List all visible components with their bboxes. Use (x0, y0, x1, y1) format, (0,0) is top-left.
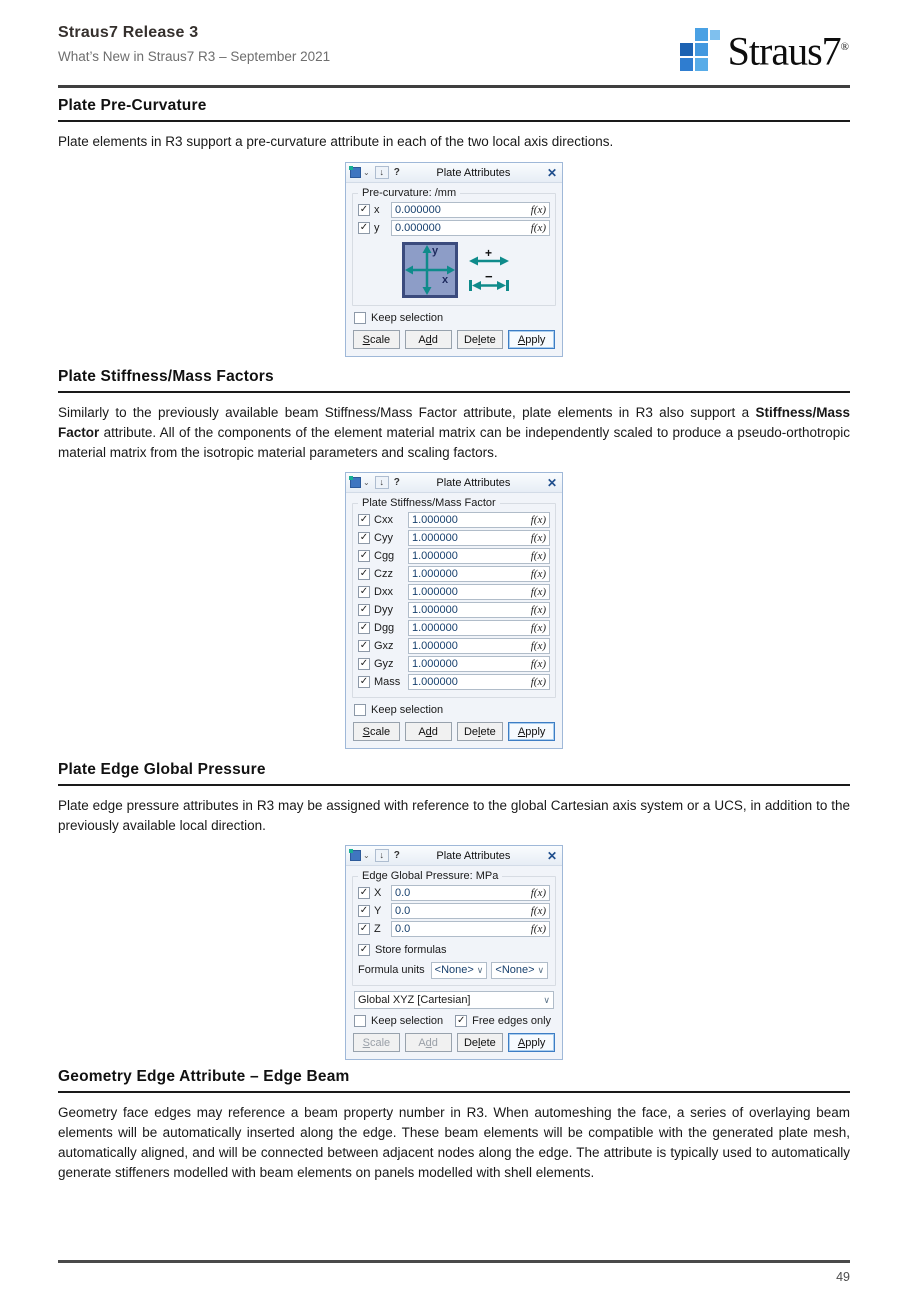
registered-mark: ® (840, 41, 848, 53)
formula-units-select-1[interactable] (431, 962, 488, 979)
dyy-formula-button[interactable]: f(x) (530, 604, 546, 616)
edge-pressure-groupbox (352, 870, 556, 986)
precurvature-groupbox (352, 187, 556, 306)
cxx-label: Cxx (374, 514, 393, 526)
x-checkbox[interactable]: ✓ (359, 204, 369, 215)
dyy-value[interactable]: 1.000000 (412, 604, 458, 616)
cxx-value-field[interactable] (408, 512, 550, 528)
attribute-type-dropdown-icon[interactable]: ⌄ (363, 167, 370, 177)
z-checkbox[interactable]: ✓ (359, 923, 369, 934)
czz-value[interactable]: 1.000000 (412, 568, 458, 580)
dialog-buttons (346, 327, 562, 356)
y-checkbox[interactable]: ✓ (359, 222, 369, 233)
button-label-part: d (431, 333, 438, 346)
selected-axis-system: Global XYZ [Cartesian] (358, 994, 471, 1006)
button-label-part: ete (480, 333, 496, 346)
section-paragraph: Plate elements in R3 support a pre-curvature attribute in each of the two local axis directions. (58, 134, 614, 149)
dialog-titlebar[interactable] (346, 846, 562, 866)
document-subtitle: What’s New in Straus7 R3 – September 2021 (58, 49, 331, 64)
dialog-title: Plate Attributes (436, 476, 511, 489)
z-value[interactable]: 0.0 (395, 923, 411, 935)
apply-button[interactable] (508, 1033, 555, 1052)
gxz-value[interactable]: 1.000000 (412, 640, 458, 652)
button-label-part: cale (369, 333, 391, 346)
svg-text:y: y (432, 245, 439, 257)
logo-wordmark (728, 24, 848, 74)
button-mnemonic: d (425, 1036, 432, 1049)
button-mnemonic: S (362, 725, 370, 738)
dialog-title: Plate Attributes (436, 166, 511, 179)
free-edges-only-label: Free edges only (472, 1014, 552, 1027)
button-label-part: cale (369, 725, 391, 738)
mass-value-field[interactable] (408, 674, 550, 690)
x-value[interactable]: 0.000000 (395, 204, 441, 216)
axis-system-select[interactable] (354, 991, 554, 1009)
precurvature-diagram (402, 242, 550, 298)
x-label: x (374, 204, 380, 216)
keep-selection-checkbox[interactable] (354, 312, 366, 324)
gyz-label: Gyz (374, 658, 394, 670)
button-label-part: cale (369, 1036, 391, 1049)
keep-selection-label: Keep selection (371, 1014, 444, 1027)
factor-row-gyz (358, 656, 550, 672)
cyy-checkbox[interactable]: ✓ (359, 532, 369, 543)
chevron-down-icon: ∨ (543, 994, 550, 1005)
dyy-value-field[interactable] (408, 602, 550, 618)
y-label: Y (374, 905, 382, 917)
svg-text:x: x (442, 274, 449, 286)
button-label-part: De (463, 1036, 479, 1049)
y-value[interactable]: 0.000000 (395, 222, 441, 234)
factor-row-mass (358, 674, 550, 690)
section-paragraph: Geometry face edges may reference a beam property number in R3. When automeshing the face, a series of overlaying beam elements will be automatically inserted along the edge. These beam elements will be compatible with the generated plate mesh, automatically aligned, and will be connected between adjacent nodes along the edge. The attribute is typically used to automatically generate stiffeners modelled with beam elements on panels modelled with shell elements. (58, 1105, 850, 1180)
formula-units-label: Formula units (358, 964, 425, 976)
store-formulas-label: Store formulas (375, 944, 447, 956)
cyy-label: Cyy (374, 532, 393, 544)
svg-text:+: + (485, 248, 493, 260)
free-edges-option (455, 1015, 551, 1027)
x-checkbox[interactable]: ✓ (359, 887, 369, 898)
page-number: 49 (836, 1270, 850, 1284)
groupbox-label: Pre-curvature: /mm (358, 187, 460, 199)
dyy-label: Dyy (374, 604, 393, 616)
logo-square (710, 30, 720, 40)
dxx-checkbox[interactable]: ✓ (359, 586, 369, 597)
dock-dialog-icon[interactable]: ↓ (375, 166, 389, 179)
factor-row-dyy (358, 602, 550, 618)
cgg-checkbox[interactable]: ✓ (359, 550, 369, 561)
formula-units-row (358, 961, 550, 979)
options-row (354, 1013, 554, 1028)
free-edges-only-checkbox[interactable]: ✓ (456, 1014, 466, 1026)
document-title: Straus7 Release 3 (58, 24, 199, 41)
czz-value-field[interactable] (408, 566, 550, 582)
cgg-value[interactable]: 1.000000 (412, 550, 458, 562)
factor-row-dxx (358, 584, 550, 600)
cxx-value[interactable]: 1.000000 (412, 514, 458, 526)
cxx-checkbox[interactable]: ✓ (359, 514, 369, 525)
dialog-titlebar[interactable] (346, 163, 562, 183)
button-label-part: ete (480, 1036, 496, 1049)
button-label-part: d (431, 1036, 438, 1049)
gyz-formula-button[interactable]: f(x) (530, 658, 546, 670)
dgg-formula-button[interactable]: f(x) (530, 622, 546, 634)
straus7-logo (679, 24, 848, 74)
button-mnemonic: S (362, 1036, 370, 1049)
svg-text:−: − (485, 274, 493, 284)
straus7-logo-squares-icon (679, 28, 725, 74)
groupbox-label: Plate Stiffness/Mass Factor (358, 497, 500, 509)
dock-dialog-icon[interactable]: ↓ (375, 849, 389, 862)
plate-attributes-dialog-edge-pressure (345, 845, 563, 1060)
keep-selection-label: Keep selection (371, 703, 444, 716)
attribute-type-dropdown-icon[interactable]: ⌄ (363, 477, 370, 487)
keep-selection-checkbox[interactable] (354, 704, 366, 716)
factor-row-dgg (358, 620, 550, 636)
button-mnemonic: S (362, 333, 370, 346)
delete-button[interactable] (457, 722, 504, 741)
section-heading-plate-pre-curvature: Plate Pre-Curvature (58, 97, 850, 122)
footer-divider (58, 1260, 850, 1263)
dgg-value[interactable]: 1.000000 (412, 622, 458, 634)
section-paragraph: Plate edge pressure attributes in R3 may be assigned with reference to the global Cartesian axis system or a UCS, in addition to the previously available local direction. (58, 798, 850, 833)
button-label-part: A (418, 725, 426, 738)
logo-square (695, 43, 708, 56)
header-divider (58, 85, 850, 88)
y-value-field[interactable] (391, 220, 550, 236)
z-label: Z (374, 923, 381, 935)
apply-button[interactable] (508, 330, 555, 349)
section-heading-geometry-edge-attribute: Geometry Edge Attribute – Edge Beam (58, 1068, 850, 1093)
dgg-value-field[interactable] (408, 620, 550, 636)
close-icon[interactable]: ✕ (546, 165, 557, 180)
keep-selection-checkbox[interactable] (354, 1015, 366, 1027)
z-formula-button[interactable]: f(x) (530, 923, 546, 935)
button-mnemonic: l (478, 1036, 481, 1049)
dgg-checkbox[interactable]: ✓ (359, 622, 369, 633)
plate-attributes-dialog-stiffness-mass (345, 472, 563, 749)
x-label: X (374, 887, 382, 899)
y-label: y (374, 222, 380, 234)
factor-row-cxx (358, 512, 550, 528)
attribute-type-dropdown-icon[interactable]: ⌄ (363, 850, 370, 860)
logo-square (695, 58, 708, 71)
button-label-part: ete (480, 725, 496, 738)
button-mnemonic: l (478, 725, 481, 738)
cyy-formula-button[interactable]: f(x) (530, 532, 546, 544)
logo-square (680, 43, 693, 56)
negative-curvature-icon (468, 274, 510, 292)
x-value-field[interactable] (391, 202, 550, 218)
help-icon[interactable]: ? (393, 477, 400, 488)
gxz-value-field[interactable] (408, 638, 550, 654)
x-value-field[interactable] (391, 885, 550, 901)
cgg-label: Cgg (374, 550, 395, 562)
mass-checkbox[interactable]: ✓ (359, 676, 369, 687)
dialog-titlebar[interactable] (346, 473, 562, 493)
dialog-title: Plate Attributes (436, 849, 511, 862)
pressure-x-row (358, 885, 550, 901)
close-icon[interactable]: ✕ (546, 475, 557, 490)
dxx-label: Dxx (374, 586, 393, 598)
attribute-type-icon[interactable] (350, 850, 361, 861)
formula-units-select-2[interactable] (491, 962, 548, 979)
y-value[interactable]: 0.0 (395, 905, 411, 917)
pressure-y-row (358, 903, 550, 919)
local-axes-diagram-icon (402, 242, 458, 298)
button-mnemonic: A (517, 725, 526, 738)
dialog-buttons (346, 1030, 562, 1059)
gyz-checkbox[interactable]: ✓ (359, 658, 369, 669)
cyy-value[interactable]: 1.000000 (412, 532, 458, 544)
gyz-value[interactable]: 1.000000 (412, 658, 458, 670)
cgg-formula-button[interactable]: f(x) (530, 550, 546, 562)
button-label-part: pply (525, 333, 546, 346)
button-label-part: d (431, 725, 438, 738)
dxx-value[interactable]: 1.000000 (412, 586, 458, 598)
paragraph-text: attribute. All of the components of the element material matrix can be independently scaled to produce a pseudo-orthotropic material matrix from the isotropic material parameters and scaling factors. (58, 425, 850, 460)
attribute-type-icon[interactable] (350, 477, 361, 488)
help-icon[interactable]: ? (393, 167, 400, 178)
dialog-buttons (346, 719, 562, 748)
attribute-type-icon[interactable] (350, 167, 361, 178)
keep-selection-row (354, 310, 554, 325)
gxz-checkbox[interactable]: ✓ (359, 640, 369, 651)
cyy-value-field[interactable] (408, 530, 550, 546)
positive-curvature-icon (468, 248, 510, 268)
close-icon[interactable]: ✕ (546, 848, 557, 863)
button-label-part: pply (525, 725, 546, 738)
mass-label: Mass (374, 676, 401, 688)
factor-row-cgg (358, 548, 550, 564)
scale-button[interactable] (353, 1033, 400, 1052)
logo-square (680, 58, 693, 71)
pressure-z-row (358, 921, 550, 937)
help-icon[interactable]: ? (393, 850, 400, 861)
y-formula-button[interactable]: f(x) (530, 222, 546, 234)
delete-button[interactable] (457, 1033, 504, 1052)
logo-text: Straus7 (727, 28, 841, 74)
selected-unit: <None> (495, 964, 535, 976)
factor-row-gxz (358, 638, 550, 654)
button-label-part: A (418, 1036, 426, 1049)
chevron-down-icon: ∨ (537, 964, 545, 975)
paragraph-text: Similarly to the previously available beam Stiffness/Mass Factor attribute, plate elements in R3 also support a (58, 405, 756, 420)
keep-selection-row (354, 702, 554, 717)
button-label-part: A (418, 333, 426, 346)
groupbox-label: Edge Global Pressure: MPa (358, 870, 502, 882)
y-value-field[interactable] (391, 903, 550, 919)
x-value[interactable]: 0.0 (395, 887, 411, 899)
stiffness-mass-groupbox (352, 497, 556, 698)
y-formula-button[interactable]: f(x) (530, 905, 546, 917)
button-mnemonic: A (517, 333, 526, 346)
keep-selection-label: Keep selection (371, 311, 444, 324)
paragraph-bold-text: Stiffness/Mass Factor (58, 405, 850, 440)
button-label-part: pply (525, 1036, 546, 1049)
add-button[interactable] (405, 330, 452, 349)
czz-label: Czz (374, 568, 393, 580)
gxz-label: Gxz (374, 640, 394, 652)
plate-attributes-dialog-precurvature (345, 162, 563, 357)
button-mnemonic: d (425, 333, 432, 346)
section-heading-plate-edge-global-pressure: Plate Edge Global Pressure (58, 761, 850, 786)
dyy-checkbox[interactable]: ✓ (359, 604, 369, 615)
mass-value[interactable]: 1.000000 (412, 676, 458, 688)
button-mnemonic: l (478, 333, 481, 346)
cxx-formula-button[interactable]: f(x) (530, 514, 546, 526)
scale-button[interactable] (353, 330, 400, 349)
cgg-value-field[interactable] (408, 548, 550, 564)
gxz-formula-button[interactable]: f(x) (530, 640, 546, 652)
store-formulas-row (358, 942, 550, 958)
dgg-label: Dgg (374, 622, 395, 634)
gyz-value-field[interactable] (408, 656, 550, 672)
dxx-value-field[interactable] (408, 584, 550, 600)
x-formula-button[interactable]: f(x) (530, 204, 546, 216)
curvature-sign-legend (468, 248, 510, 292)
precurvature-y-row (358, 220, 550, 236)
czz-checkbox[interactable]: ✓ (359, 568, 369, 579)
factor-row-cyy (358, 530, 550, 546)
czz-formula-button[interactable]: f(x) (530, 568, 546, 580)
precurvature-x-row (358, 202, 550, 218)
chevron-down-icon: ∨ (476, 964, 484, 975)
button-mnemonic: A (517, 1036, 526, 1049)
dock-dialog-icon[interactable]: ↓ (375, 476, 389, 489)
button-label-part: De (463, 333, 479, 346)
scale-button[interactable] (353, 722, 400, 741)
add-button[interactable] (405, 1033, 452, 1052)
button-mnemonic: d (425, 725, 432, 738)
dxx-formula-button[interactable]: f(x) (530, 586, 546, 598)
y-checkbox[interactable]: ✓ (359, 905, 369, 916)
selected-unit: <None> (434, 964, 474, 976)
x-formula-button[interactable]: f(x) (530, 887, 546, 899)
page-header (58, 24, 330, 64)
section-heading-plate-stiffness-mass-factors: Plate Stiffness/Mass Factors (58, 368, 850, 393)
add-button[interactable] (405, 722, 452, 741)
factor-row-czz (358, 566, 550, 582)
apply-button[interactable] (508, 722, 555, 741)
button-label-part: De (463, 725, 479, 738)
logo-square (695, 28, 708, 41)
keep-selection-option (354, 1015, 443, 1027)
mass-formula-button[interactable]: f(x) (530, 676, 546, 688)
z-value-field[interactable] (391, 921, 550, 937)
section-paragraph (58, 403, 850, 463)
store-formulas-checkbox[interactable]: ✓ (359, 944, 369, 955)
delete-button[interactable] (457, 330, 504, 349)
